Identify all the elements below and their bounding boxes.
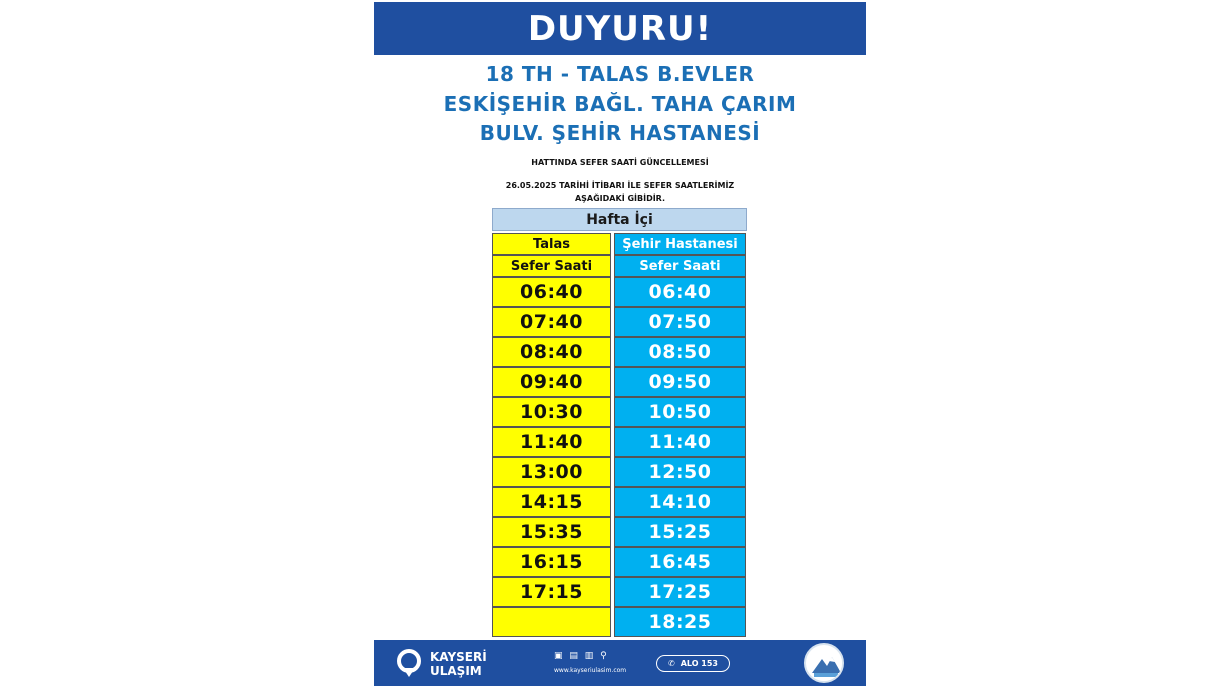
hospital-time-cell: 16:45 — [614, 547, 746, 577]
municipality-seal-logo — [804, 643, 844, 683]
page-title: DUYURU! — [527, 8, 713, 49]
talas-time-cell: 16:15 — [492, 547, 611, 577]
location-pin-icon — [394, 648, 424, 678]
hospital-time-cell: 11:40 — [614, 427, 746, 457]
bus-icon: ▣ — [554, 651, 565, 661]
talas-column — [492, 233, 611, 637]
alo-hotline — [656, 655, 730, 672]
talas-time-cell: 13:00 — [492, 457, 611, 487]
route-line-2: ESKİŞEHİR BAĞL. TAHA ÇARIM — [443, 92, 797, 116]
title-banner — [374, 2, 866, 55]
hospital-time-cell: 18:25 — [614, 607, 746, 637]
talas-subheader: Sefer Saati — [492, 255, 611, 277]
hospital-subheader: Sefer Saati — [614, 255, 746, 277]
logo-text-line-1: KAYSERİ — [430, 650, 487, 664]
talas-time-cell: 11:40 — [492, 427, 611, 457]
bike-icon: ⚲ — [600, 651, 609, 661]
notice-line-1: HATTINDA SEFER SAATİ GÜNCELLEMESİ — [531, 158, 709, 167]
talas-time-cell: 07:40 — [492, 307, 611, 337]
talas-time-cell: 10:30 — [492, 397, 611, 427]
hospital-time-cell: 08:50 — [614, 337, 746, 367]
tram-icon: ▤ — [569, 651, 580, 661]
website-text: www.kayseriulasim.com — [554, 667, 627, 674]
announcement-poster — [374, 0, 866, 686]
hospital-time-cell: 10:50 — [614, 397, 746, 427]
talas-time-cell — [492, 607, 611, 637]
schedule-table — [492, 208, 748, 637]
logo-text-line-2: ULAŞIM — [430, 664, 482, 678]
notice-line-3: AŞAĞIDAKİ GİBİDİR. — [574, 194, 666, 203]
footer-bar — [374, 640, 866, 686]
hospital-time-cell: 14:10 — [614, 487, 746, 517]
hospital-time-cell: 06:40 — [614, 277, 746, 307]
phone-icon: ✆ — [668, 659, 675, 668]
talas-header: Talas — [492, 233, 611, 255]
hospital-header: Şehir Hastanesi — [614, 233, 746, 255]
notice-line-2: 26.05.2025 TARİHİ İTİBARI İLE SEFER SAATLERİMİZ — [505, 181, 735, 190]
talas-time-cell: 06:40 — [492, 277, 611, 307]
hospital-time-cell: 12:50 — [614, 457, 746, 487]
talas-time-cell: 09:40 — [492, 367, 611, 397]
hospital-time-cell: 17:25 — [614, 577, 746, 607]
talas-time-cell: 08:40 — [492, 337, 611, 367]
hospital-time-cell: 09:50 — [614, 367, 746, 397]
schedule-title: Hafta İçi — [492, 208, 747, 231]
hospital-time-cell: 15:25 — [614, 517, 746, 547]
talas-time-cell: 17:15 — [492, 577, 611, 607]
route-line-1: 18 TH - TALAS B.EVLER — [485, 62, 755, 86]
alo-label: ALO 153 — [680, 659, 718, 668]
hospital-time-cell: 07:50 — [614, 307, 746, 337]
mountain-emblem-icon — [806, 645, 844, 683]
talas-time-cell: 14:15 — [492, 487, 611, 517]
train-icon: ▥ — [584, 651, 596, 661]
route-line-3: BULV. ŞEHİR HASTANESİ — [479, 121, 761, 145]
hospital-column — [614, 233, 746, 637]
transport-icons — [554, 651, 609, 661]
talas-time-cell: 15:35 — [492, 517, 611, 547]
